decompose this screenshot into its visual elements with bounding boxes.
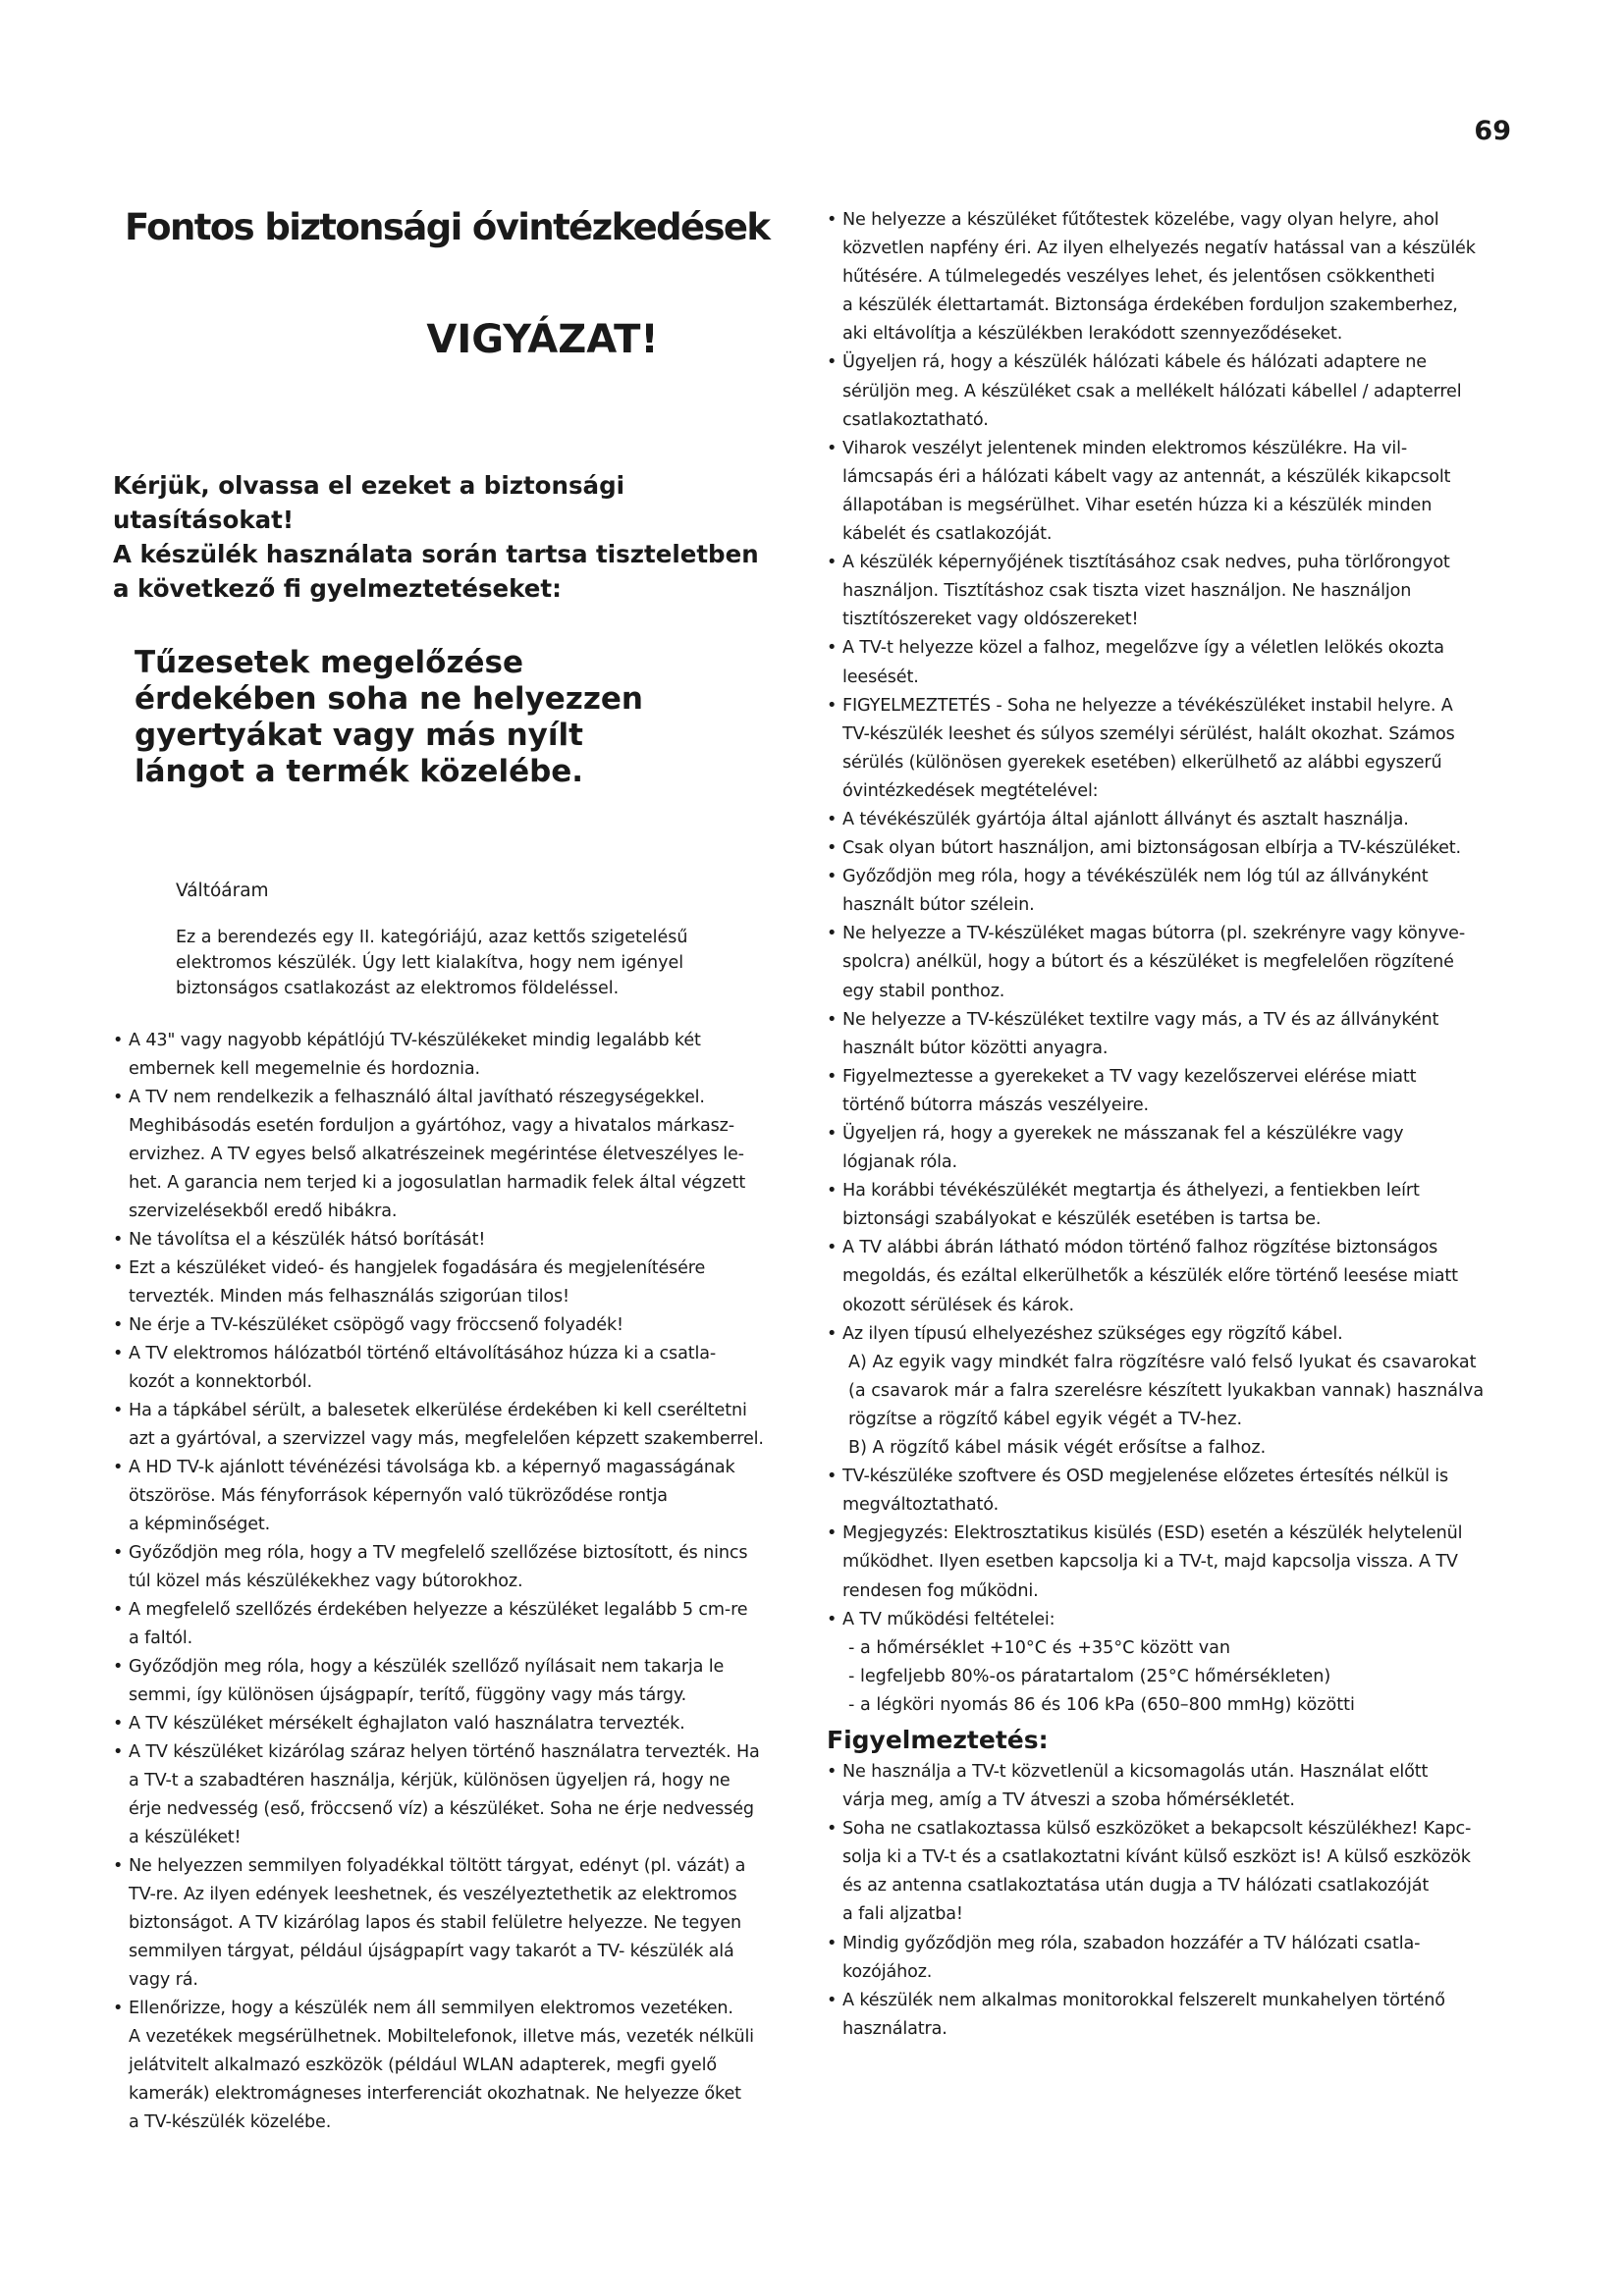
list-item-line: het. A garancia nem terjed ki a jogosulatlan harmadik felek által végzett bbox=[129, 1173, 746, 1193]
list-item-line: • Győződjön meg róla, hogy a TV megfelelő szellőzése biztosított, és nincs bbox=[129, 1543, 748, 1563]
list-item-line: • A TV-t helyezze közel a falhoz, megelőzve így a véletlen lelökés okozta bbox=[842, 638, 1444, 659]
list-item bbox=[113, 1596, 795, 1653]
list-item bbox=[827, 692, 1514, 806]
list-item bbox=[827, 1120, 1514, 1177]
fire-warning-line: lángot a termék közelébe. bbox=[135, 754, 584, 789]
list-item-line: várja meg, amíg a TV átveszi a szoba hőmérsékletét. bbox=[842, 1790, 1295, 1811]
list-item-line: azt a gyártóval, a szervizzel vagy más, megfelelően képzett szakemberrel. bbox=[129, 1429, 764, 1449]
list-item-line: hűtésére. A túlmelegedés veszélyes lehet, és jelentősen csökkentheti bbox=[842, 267, 1435, 288]
list-item-line: TV-készülék leeshet és súlyos személyi sérülést, halált okozhat. Számos bbox=[842, 723, 1455, 744]
text-line: - legfeljebb 80%-os páratartalom (25°C hőmérsékleten) bbox=[848, 1666, 1331, 1686]
list-item bbox=[827, 1758, 1514, 1815]
list-item bbox=[827, 1234, 1514, 1319]
list-item bbox=[827, 1606, 1514, 1634]
list-item bbox=[827, 920, 1514, 1005]
intro-line: Kérjük, olvassa el ezeket a biztonsági utasításokat! bbox=[113, 471, 625, 534]
list-item-line: és az antenna csatlakoztatása után dugja a TV hálózati csatlakozóját bbox=[842, 1876, 1430, 1896]
list-item-line: megoldás, és ezáltal elkerülhetők a készülék előre történő leesése miatt bbox=[842, 1266, 1458, 1287]
list-item-line: a készüléket! bbox=[129, 1828, 242, 1847]
list-item bbox=[827, 1063, 1514, 1120]
list-item-line: • Viharok veszélyt jelentenek minden elektromos készülékre. Ha vil- bbox=[842, 438, 1408, 458]
list-item-line: a képminőséget. bbox=[129, 1515, 271, 1534]
list-item-line: megváltoztatható. bbox=[842, 1495, 1000, 1516]
list-item-line: a készülék élettartamát. Biztonsága érdekében forduljon szakemberhez, bbox=[842, 295, 1458, 316]
operating-conditions bbox=[827, 1634, 1514, 1720]
list-item bbox=[113, 1226, 795, 1255]
list-item-line: • Ne érje a TV-készüléket csöpögő vagy fröccsenő folyadék! bbox=[129, 1315, 623, 1335]
list-item bbox=[113, 1738, 795, 1852]
list-item-line: semmi, így különösen újságpapír, terítő, függöny vagy más tárgy. bbox=[129, 1685, 687, 1705]
list-item-line: csatlakoztatható. bbox=[842, 409, 989, 430]
list-item-line: • Ne távolítsa el a készülék hátsó borítását! bbox=[129, 1230, 486, 1250]
ac-text-line: Ez a berendezés egy II. kategóriájú, azaz kettős szigetelésű bbox=[176, 928, 688, 947]
list-item-line: TV-re. Az ilyen edények leeshetnek, és veszélyeztethetik az elektromos bbox=[129, 1885, 737, 1904]
list-item-line: túl közel más készülékekhez vagy bútorokhoz. bbox=[129, 1572, 523, 1591]
list-item-line: • Győződjön meg róla, hogy a készülék szellőző nyílásait nem takarja le bbox=[129, 1657, 725, 1677]
list-item-line: • A TV készüléket kizárólag száraz helyen történő használatra tervezték. Ha bbox=[129, 1742, 760, 1762]
list-item-line: • Ellenőrizze, hogy a készülék nem áll semmilyen elektromos vezetéken. bbox=[129, 1999, 733, 2018]
list-item bbox=[113, 1710, 795, 1738]
list-item-line: kábelét és csatlakozóját. bbox=[842, 524, 1053, 545]
left-bullet-list bbox=[113, 1027, 795, 2137]
list-item bbox=[827, 1520, 1514, 1605]
list-item-line: lámcsapás éri a hálózati kábelt vagy az antennát, a készülék kikapcsolt bbox=[842, 466, 1451, 487]
list-item-line: állapotában is megsérülhet. Vihar esetén húzza ki a készülék minden bbox=[842, 495, 1433, 515]
list-item-line: a TV-t a szabadtéren használja, kérjük, különösen ügyeljen rá, hogy ne bbox=[129, 1771, 731, 1790]
list-item-line: semmilyen tárgyat, például újságpapírt vagy takarót a TV- készülék alá bbox=[129, 1942, 734, 1961]
list-item-line: történő bútorra mászás veszélyeire. bbox=[842, 1095, 1149, 1115]
list-item-line: • Csak olyan bútort használjon, ami biztonságosan elbírja a TV-készüléket. bbox=[842, 838, 1461, 859]
caution-heading: Figyelmeztetés: bbox=[827, 1725, 1049, 1754]
list-item-line: közvetlen napfény éri. Az ilyen elhelyezés negatív hatással van a készülék bbox=[842, 239, 1476, 259]
list-item-line: • Ne használja a TV-t közvetlenül a kicsomagolás után. Használat előtt bbox=[842, 1761, 1429, 1782]
list-item-line: spolcra) anélkül, hogy a bútort és a készüléket is megfelelően rögzítené bbox=[842, 952, 1454, 973]
list-item-line: • A megfelelő szellőzés érdekében helyezze a készüléket legalább 5 cm-re bbox=[129, 1600, 748, 1620]
list-item bbox=[827, 1815, 1514, 1929]
list-item-line: • Megjegyzés: Elektrosztatikus kisülés (ESD) esetén a készülék helytelenül bbox=[842, 1523, 1463, 1544]
list-item-line: biztonsági szabályokat e készülék esetében is tartsa be. bbox=[842, 1209, 1322, 1230]
list-item-line: használt bútor szélein. bbox=[842, 895, 1035, 916]
fire-warning-line: gyertyákat vagy más nyílt bbox=[135, 718, 583, 753]
list-item bbox=[827, 348, 1514, 434]
list-item-line: • A 43" vagy nagyobb képátlójú TV-készülékeket mindig legalább két bbox=[129, 1031, 701, 1050]
list-item-line: • A TV elektromos hálózatból történő eltávolításához húzza ki a csatla- bbox=[129, 1344, 717, 1363]
list-item-line: használatra. bbox=[842, 2018, 947, 2039]
list-item bbox=[113, 1027, 795, 1084]
list-item-line: működhet. Ilyen esetben kapcsolja ki a TV-t, majd kapcsolja vissza. A TV bbox=[842, 1552, 1458, 1573]
list-item bbox=[113, 1653, 795, 1710]
list-item bbox=[113, 1255, 795, 1311]
list-item-line: sérülés (különösen gyerekek esetében) elkerülhető az alábbi egyszerű bbox=[842, 752, 1442, 773]
list-item-line: • Ezt a készüléket videó- és hangjelek fogadására és megjelenítésére bbox=[129, 1258, 706, 1278]
list-item bbox=[113, 1454, 795, 1539]
text-line: A) Az egyik vagy mindkét falra rögzítésre való felső lyukat és csavarokat bbox=[848, 1352, 1477, 1372]
intro-text bbox=[113, 468, 795, 606]
list-item-line: • Ha a tápkábel sérült, a balesetek elkerülése érdekében ki kell cseréltetni bbox=[129, 1401, 747, 1420]
list-item bbox=[827, 1987, 1514, 2044]
list-item-line: rendesen fog működni. bbox=[842, 1580, 1039, 1601]
list-item-line: • A készülék nem alkalmas monitorokkal felszerelt munkahelyen történő bbox=[842, 1990, 1445, 2010]
right-column bbox=[827, 206, 1514, 2044]
list-item-line: • TV-készüléke szoftvere és OSD megjelenése előzetes értesítés nélkül is bbox=[842, 1467, 1449, 1487]
list-item-line: • Ne helyezzen semmilyen folyadékkal töltött tárgyat, edényt (pl. vázát) a bbox=[129, 1856, 746, 1876]
page-title: Fontos biztonsági óvintézkedések bbox=[125, 206, 770, 248]
list-item-line: embernek kell megemelnie és hordoznia. bbox=[129, 1059, 480, 1079]
text-line: B) A rögzítő kábel másik végét erősítse a falhoz. bbox=[848, 1438, 1267, 1459]
fire-warning bbox=[135, 645, 795, 790]
intro-line: A készülék használata során tartsa tiszteletben bbox=[113, 540, 759, 568]
list-item bbox=[113, 1852, 795, 1995]
text-line: (a csavarok már a falra szerelésre készített lyukakban vannak) használva bbox=[848, 1380, 1485, 1401]
list-item-line: • Ha korábbi tévékészülékét megtartja és áthelyezi, a fentiekben leírt bbox=[842, 1181, 1420, 1201]
list-item-line: • Ne helyezze a TV-készüléket textilre vagy más, a TV és az állványként bbox=[842, 1009, 1439, 1030]
list-item-line: • Ne helyezze a készüléket fűtőtestek közelébe, vagy olyan helyre, ahol bbox=[842, 210, 1439, 230]
list-item-line: használjon. Tisztításhoz csak tiszta vizet használjon. Ne használjon bbox=[842, 581, 1412, 602]
list-item-line: aki eltávolítja a készülékben lerakódott szennyeződéseket. bbox=[842, 324, 1343, 345]
caution-bullet-list bbox=[827, 1758, 1514, 2044]
list-item-line: okozott sérülések és károk. bbox=[842, 1295, 1074, 1315]
list-item-line: • A TV nem rendelkezik a felhasználó által javítható részegységekkel. bbox=[129, 1088, 705, 1107]
list-item-line: érje nedvesség (eső, fröccsenő víz) a készüléket. Soha ne érje nedvesség bbox=[129, 1799, 754, 1819]
list-item-line: szervizelésekből eredő hibákra. bbox=[129, 1201, 398, 1221]
list-item-line: • A TV készüléket mérsékelt éghajlaton való használatra tervezték. bbox=[129, 1714, 685, 1734]
list-item-line: kozót a konnektorból. bbox=[129, 1372, 312, 1392]
list-item bbox=[827, 634, 1514, 691]
list-item-line: vagy rá. bbox=[129, 1970, 198, 1990]
list-item-line: leesését. bbox=[842, 667, 919, 687]
list-item bbox=[827, 863, 1514, 920]
list-item-line: ervizhez. A TV egyes belső alkatrészeinek megérintése életveszélyes le- bbox=[129, 1145, 744, 1164]
ac-text bbox=[176, 925, 726, 1001]
list-item-line: sérüljön meg. A készüléket csak a mellékelt hálózati kábellel / adapterrel bbox=[842, 381, 1462, 401]
page-number: 69 bbox=[1474, 116, 1511, 146]
list-item bbox=[827, 806, 1514, 834]
list-item-line: • A tévékészülék gyártója által ajánlott állványt és asztalt használja. bbox=[842, 809, 1409, 829]
list-item-line: • Győződjön meg róla, hogy a tévékészülék nem lóg túl az állványként bbox=[842, 867, 1429, 887]
list-item-line: • A TV működési feltételei: bbox=[842, 1609, 1056, 1629]
list-item-line: • Ne helyezze a TV-készüléket magas bútorra (pl. szekrényre vagy könyve- bbox=[842, 924, 1466, 944]
ac-text-line: biztonságos csatlakozást az elektromos földeléssel. bbox=[176, 979, 620, 998]
list-item bbox=[113, 1084, 795, 1226]
fire-warning-line: érdekében soha ne helyezzen bbox=[135, 681, 643, 717]
list-item bbox=[113, 1311, 795, 1340]
list-item bbox=[113, 1995, 795, 2137]
list-item-line: • Az ilyen típusú elhelyezéshez szükséges egy rögzítő kábel. bbox=[842, 1323, 1343, 1344]
list-item bbox=[827, 1006, 1514, 1063]
list-item-line: biztonságot. A TV kizárólag lapos és stabil felületre helyezze. Ne tegyen bbox=[129, 1913, 741, 1933]
ac-title: Váltóáram bbox=[176, 881, 269, 901]
cable-steps bbox=[827, 1349, 1514, 1463]
list-item-line: • Figyelmeztesse a gyerekeket a TV vagy kezelőszervei elérése miatt bbox=[842, 1066, 1417, 1087]
list-item-line: Meghibásodás esetén forduljon a gyártóhoz, vagy a hivatalos márkasz- bbox=[129, 1116, 734, 1136]
list-item-line: használt bútor közötti anyagra. bbox=[842, 1038, 1109, 1058]
list-item-line: • Ügyeljen rá, hogy a készülék hálózati kábele és hálózati adaptere ne bbox=[842, 352, 1427, 373]
list-item bbox=[827, 549, 1514, 634]
list-item-line: tisztítószereket vagy oldószereket! bbox=[842, 610, 1139, 630]
list-item-line: • A HD TV-k ajánlott tévénézési távolsága kb. a képernyő magasságának bbox=[129, 1458, 735, 1477]
list-item bbox=[113, 1340, 795, 1397]
list-item-line: a TV-készülék közelébe. bbox=[129, 2112, 332, 2132]
list-item-line: ötszöröse. Más fényforrások képernyőn való tükröződése rontja bbox=[129, 1486, 668, 1506]
right-bullet-list-2 bbox=[827, 1463, 1514, 1634]
list-item bbox=[827, 1177, 1514, 1234]
ac-text-line: elektromos készülék. Úgy lett kialakítva, hogy nem igényel bbox=[176, 953, 684, 973]
list-item-line: • A TV alábbi ábrán látható módon történő falhoz rögzítése biztonságos bbox=[842, 1238, 1438, 1258]
list-item-line: lógjanak róla. bbox=[842, 1152, 957, 1173]
list-item-line: kamerák) elektromágneses interferenciát okozhatnak. Ne helyezze őket bbox=[129, 2084, 741, 2104]
warning-heading: VIGYÁZAT! bbox=[426, 317, 659, 362]
list-item-line: kozójához. bbox=[842, 1961, 933, 1982]
list-item bbox=[827, 1463, 1514, 1520]
left-column bbox=[113, 206, 795, 2137]
list-item bbox=[827, 435, 1514, 549]
right-bullet-list bbox=[827, 206, 1514, 1349]
list-item-line: solja ki a TV-t és a csatlakoztatni kívánt külső eszközt is! A külső eszközök bbox=[842, 1847, 1471, 1868]
list-item-line: • A készülék képernyőjének tisztításához csak nedves, puha törlőrongyot bbox=[842, 553, 1450, 573]
list-item-line: tervezték. Minden más felhasználás szigorúan tilos! bbox=[129, 1287, 569, 1307]
list-item-line: egy stabil ponthoz. bbox=[842, 981, 1005, 1001]
list-item bbox=[113, 1539, 795, 1596]
list-item bbox=[827, 206, 1514, 348]
fire-warning-line: Tűzesetek megelőzése bbox=[135, 645, 524, 680]
list-item-line: A vezetékek megsérülhetnek. Mobiltelefonok, illetve más, vezeték nélküli bbox=[129, 2027, 754, 2047]
list-item-line: • FIGYELMEZTETÉS - Soha ne helyezze a tévékészüléket instabil helyre. A bbox=[842, 695, 1453, 716]
list-item bbox=[827, 1930, 1514, 1987]
list-item bbox=[113, 1397, 795, 1454]
list-item-line: jelátvitelt alkalmazó eszközök (például WLAN adapterek, megfi gyelő bbox=[129, 2056, 717, 2075]
list-item-line: • Mindig győződjön meg róla, szabadon hozzáfér a TV hálózati csatla- bbox=[842, 1933, 1421, 1953]
list-item-line: a faltól. bbox=[129, 1629, 193, 1648]
list-item-line: a fali aljzatba! bbox=[842, 1904, 963, 1925]
text-line: - a hőmérséklet +10°C és +35°C között van bbox=[848, 1637, 1231, 1658]
list-item-line: • Ügyeljen rá, hogy a gyerekek ne másszanak fel a készülékre vagy bbox=[842, 1124, 1404, 1144]
text-line: rögzítse a rögzítő kábel egyik végét a TV-hez. bbox=[848, 1409, 1243, 1429]
text-line: - a légköri nyomás 86 és 106 kPa (650–800 mmHg) közötti bbox=[848, 1694, 1355, 1715]
list-item-line: • Soha ne csatlakoztassa külső eszközöket a bekapcsolt készülékhez! Kapc- bbox=[842, 1819, 1472, 1840]
list-item bbox=[827, 834, 1514, 863]
list-item-line: óvintézkedések megtételével: bbox=[842, 780, 1099, 801]
intro-line: a következő fi gyelmeztetéseket: bbox=[113, 574, 562, 603]
list-item bbox=[827, 1320, 1514, 1349]
